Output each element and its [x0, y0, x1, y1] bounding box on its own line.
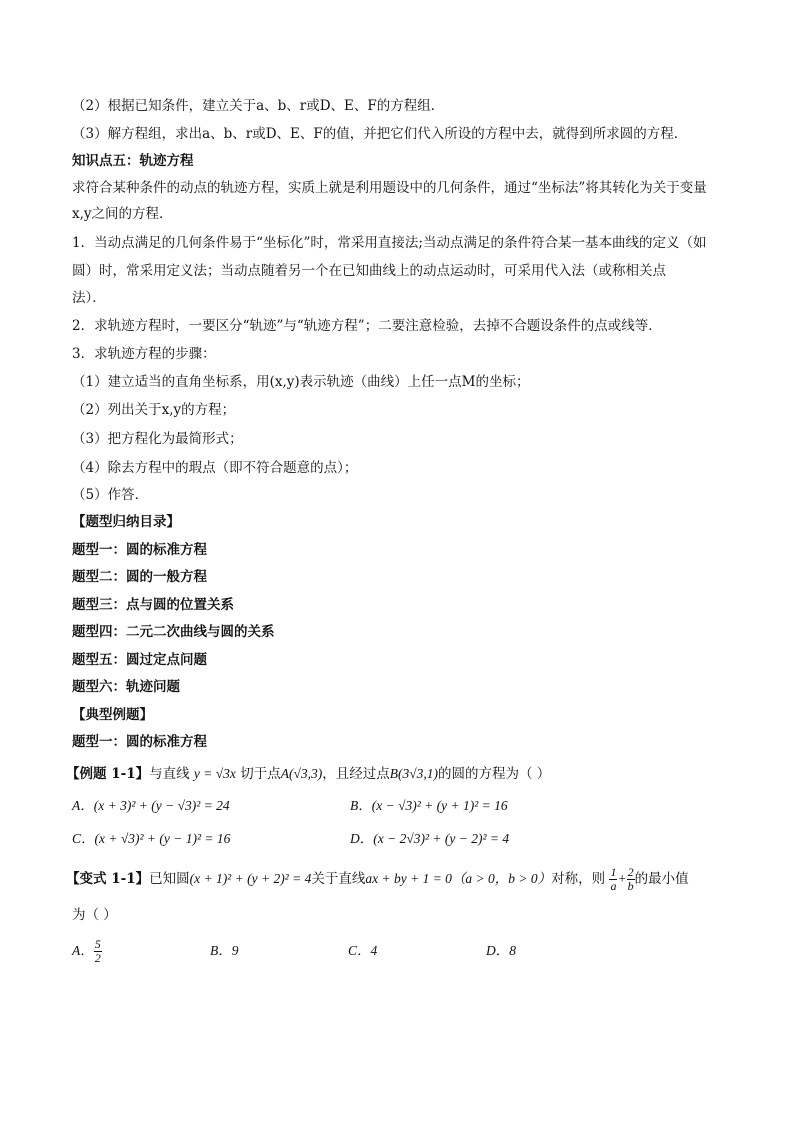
fraction: $\frac{5}{2}$	[94, 937, 101, 965]
question-text: ，且经过点	[322, 766, 390, 782]
math-expression: (x + 1)² + (y + 2)² = 4	[189, 871, 312, 886]
text-line: （4）除去方程中的瑕点（即不符合题意的点）；	[72, 460, 358, 476]
section-heading: 知识点五：轨迹方程	[72, 153, 194, 169]
fraction: $\frac{2}{b}$	[627, 865, 634, 893]
text-line: 2．求轨迹方程时，一要区分“轨迹”与“轨迹方程”；二要注意检验，去掉不合题设条件的点或线等．	[72, 318, 662, 334]
toc-item: 题型四：二元二次曲线与圆的关系	[72, 624, 275, 640]
question-text: 对称，则	[551, 871, 606, 887]
plus-sign: +	[617, 871, 627, 886]
text-line: （2）列出关于x,y的方程；	[72, 402, 236, 418]
section-heading: 【典型例题】	[72, 707, 153, 723]
option-d: D．8	[486, 943, 516, 958]
option-b: B．9	[210, 943, 239, 958]
question-text: 与直线	[149, 766, 190, 782]
question-text: 关于直线	[311, 871, 366, 887]
option-a: A．(x + 3)² + (y − √3)² = 24	[72, 798, 230, 813]
question-text: 的最小值	[634, 871, 689, 887]
fraction: $\frac{1}{a}$	[610, 865, 617, 893]
example-question	[66, 764, 550, 784]
toc-item: 题型六：轨迹问题	[72, 679, 180, 695]
toc-item: 题型三：点与圆的位置关系	[72, 597, 234, 613]
text-line: （3）解方程组，求出a、b、r或D、E、F的值，并把它们代入所设的方程中去，就得到所求圆的方程．	[72, 126, 688, 142]
toc-item: 题型一：圆的标准方程	[72, 542, 207, 558]
text-line: 圆）时，常采用定义法；当动点随着另一个在已知曲线上的动点运动时，可采用代入法（或称相关点	[72, 263, 666, 279]
example-tag: 【例题 1-1】	[66, 766, 150, 782]
toc-item: 题型二：圆的一般方程	[72, 569, 207, 585]
text-line: 3．求轨迹方程的步骤：	[72, 346, 216, 362]
text-line: （5）作答．	[72, 487, 149, 503]
math-expression: y = √3x	[193, 766, 236, 781]
text-line: （2）根据已知条件，建立关于a、b、r或D、E、F的方程组．	[72, 98, 445, 114]
question-text: 切于点	[240, 766, 281, 782]
section-heading: 【题型归纳目录】	[72, 514, 180, 530]
option-label: A．	[72, 943, 94, 958]
toc-item: 题型五：圆过定点问题	[72, 652, 207, 668]
variant-tag: 【变式 1-1】	[66, 871, 150, 887]
option-d: D．(x − 2√3)² + (y − 2)² = 4	[350, 831, 510, 846]
text-line: 法）．	[72, 290, 106, 306]
option-a	[72, 938, 102, 965]
math-expression: A(√3,3)	[280, 766, 323, 781]
text-line: 1．当动点满足的几何条件易于“坐标化”时，常采用直接法;当动点满足的条件符合某一基本曲线的定义（如	[72, 235, 707, 251]
text-line: 求符合某种条件的动点的轨迹方程，实质上就是利用题设中的几何条件，通过“坐标法”将其转化为关于变量	[72, 180, 707, 196]
question-text: 的圆的方程为（ ）	[438, 766, 551, 782]
question-text: 已知圆	[149, 871, 190, 887]
section-heading: 题型一：圆的标准方程	[72, 734, 207, 750]
math-expression: ax + by + 1 = 0	[365, 871, 452, 886]
option-c: C．4	[348, 943, 378, 958]
option-c: C．(x + √3)² + (y − 1)² = 16	[72, 831, 231, 846]
text-line: （3）把方程化为最简形式；	[72, 431, 243, 447]
math-condition: （a > 0，b > 0）	[451, 871, 552, 886]
text-line: x,y之间的方程．	[72, 206, 173, 222]
option-b: B．(x − √3)² + (y + 1)² = 16	[350, 798, 508, 813]
question-text: 为（ ）	[72, 907, 117, 923]
math-expression: B(3√3,1)	[389, 766, 439, 781]
variant-question	[66, 866, 689, 893]
text-line: （1）建立适当的直角坐标系，用(x,y)表示轨迹（曲线）上任一点M的坐标；	[72, 374, 530, 390]
